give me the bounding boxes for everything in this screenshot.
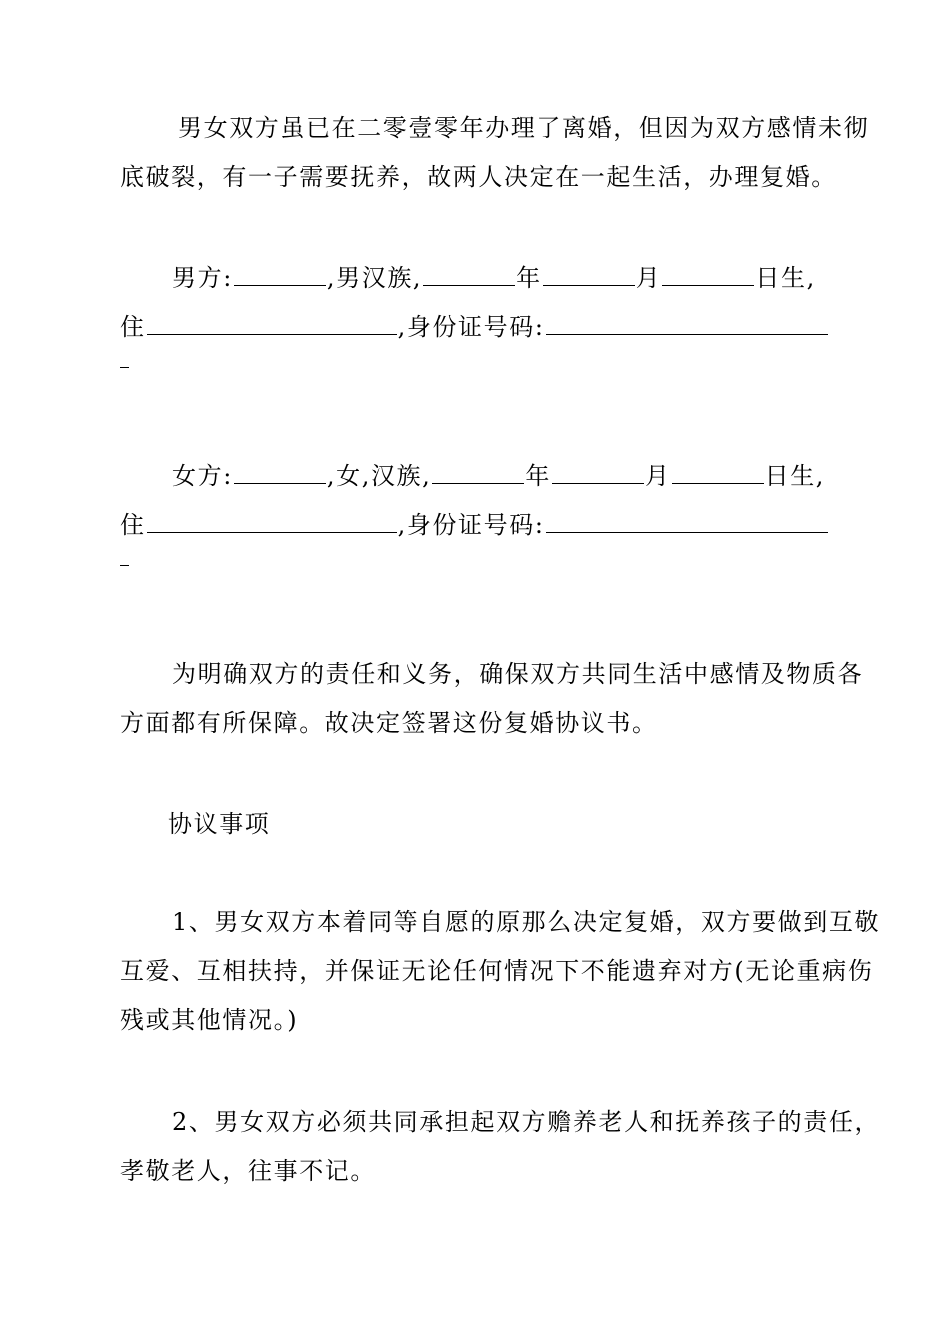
- purpose-line-2: 方面都有所保障。故决定签署这份复婚协议书。: [120, 709, 658, 737]
- male-year-label: 年: [516, 264, 542, 292]
- male-residence-label: 住: [120, 313, 146, 341]
- male-birth-year-blank: [423, 284, 515, 286]
- male-id-label: ,身份证号码:: [397, 313, 545, 341]
- male-address-blank: [147, 333, 397, 335]
- male-name-blank: [234, 284, 326, 286]
- purpose-line-1: 为明确双方的责任和义务，确保双方共同生活中感情及物质各: [172, 660, 864, 688]
- male-id-number-blank: [546, 333, 828, 335]
- item-2-line-1: 2、男女双方必须共同承担起双方赡养老人和抚养孩子的责任，: [172, 1108, 881, 1136]
- female-id-label: ,身份证号码:: [397, 511, 545, 539]
- female-month-label: 月: [645, 462, 671, 490]
- male-ethnicity: ,男汉族,: [326, 264, 423, 292]
- male-party-paragraph: [120, 254, 832, 368]
- female-day-label: 日生,: [764, 462, 826, 490]
- female-birth-month-blank: [552, 482, 644, 484]
- male-party-line-1: [120, 254, 832, 303]
- section-heading-agreement-items: 协议事项: [168, 810, 271, 838]
- item-1-line-2: 互爱、互相扶持，并保证无论任何情况下不能遗弃对方(无论重病伤: [120, 957, 874, 985]
- male-id-number-blank-tail: [120, 366, 129, 368]
- female-birth-year-blank: [432, 482, 524, 484]
- male-day-label: 日生,: [755, 264, 816, 292]
- agreement-item-1: [120, 898, 881, 1045]
- intro-paragraph: [120, 104, 870, 202]
- intro-line-1: 男女双方虽已在二零壹零年办理了离婚，但因为双方感情未彻: [178, 114, 870, 142]
- female-party-paragraph: [120, 452, 832, 566]
- female-name-blank: [234, 482, 326, 484]
- item-1-line-3: 残或其他情况。): [120, 1006, 299, 1034]
- female-gender-ethnicity: ,女,汉族,: [326, 462, 432, 490]
- item-1-line-1: 1、男女双方本着同等自愿的原那么决定复婚，双方要做到互敬: [172, 908, 881, 936]
- agreement-item-2: [120, 1098, 881, 1196]
- female-id-number-blank: [546, 531, 828, 533]
- female-year-label: 年: [525, 462, 551, 490]
- male-label: 男方:: [172, 264, 233, 292]
- female-party-line-1: [120, 452, 832, 501]
- female-label: 女方:: [172, 462, 233, 490]
- female-address-blank: [147, 531, 397, 533]
- male-birth-month-blank: [543, 284, 635, 286]
- male-party-line-2: [120, 303, 832, 352]
- purpose-paragraph: [120, 650, 864, 748]
- male-month-label: 月: [635, 264, 662, 292]
- male-birth-day-blank: [662, 284, 754, 286]
- female-id-number-blank-tail: [120, 564, 129, 566]
- intro-line-2: 底破裂，有一子需要抚养，故两人决定在一起生活，办理复婚。: [120, 163, 837, 191]
- item-2-line-2: 孝敬老人，往事不记。: [120, 1157, 376, 1185]
- female-party-line-2: [120, 501, 832, 550]
- female-residence-label: 住: [120, 511, 146, 539]
- female-birth-day-blank: [672, 482, 764, 484]
